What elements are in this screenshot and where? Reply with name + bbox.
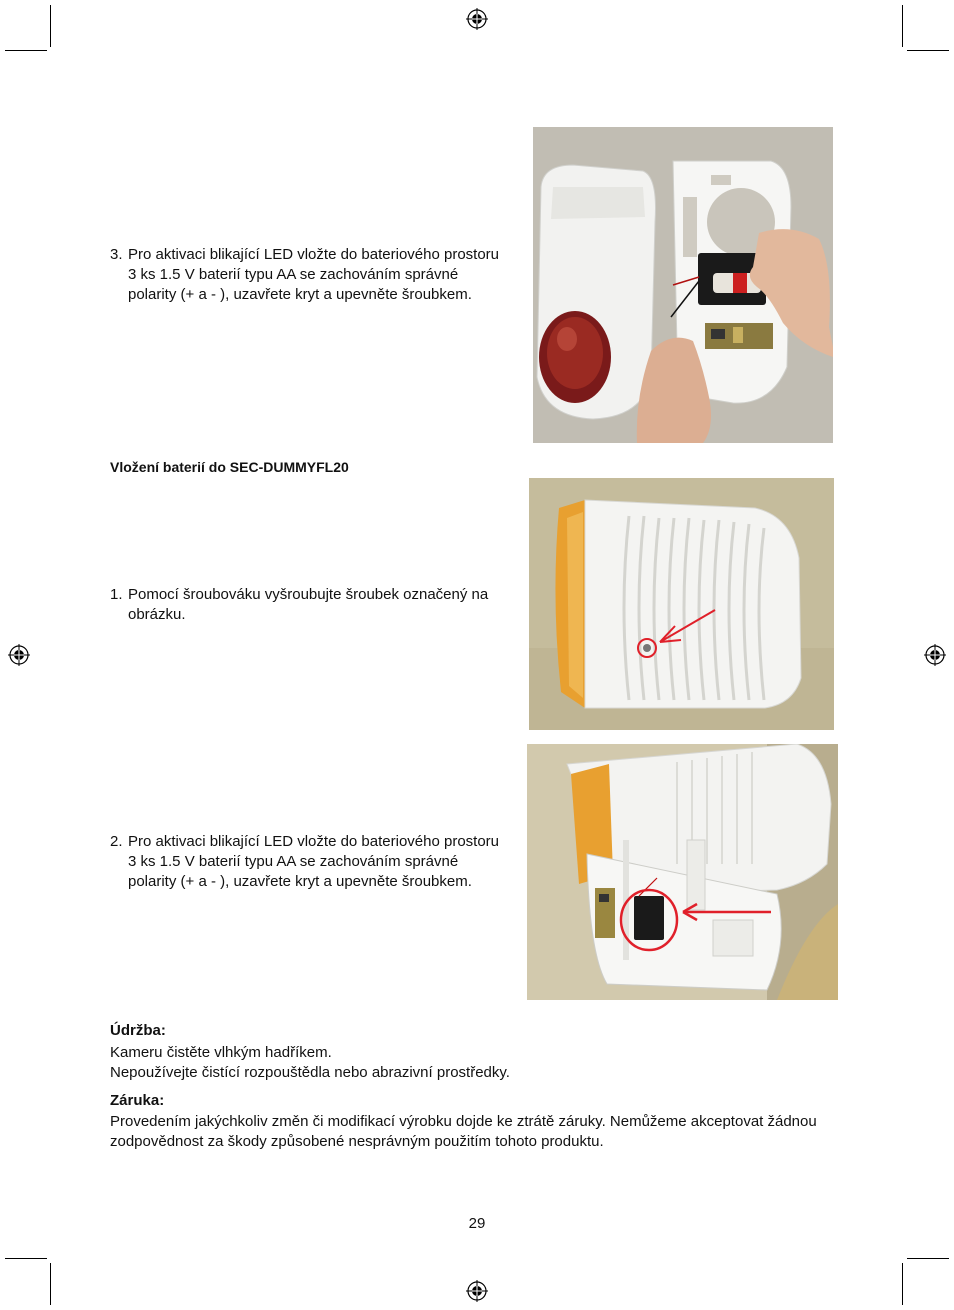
- photo-siren-open-battery: [527, 744, 838, 1000]
- warranty-text: Provedením jakýchkoliv změn či modifikací výrobku dojde ke ztrátě záruky. Nemůžeme akceptovat žádnou zodpovědnost za škody způsobené nesprávným použitím tohoto produktu.: [110, 1113, 817, 1150]
- step-number: 2.: [110, 833, 123, 850]
- crop-mark-icon: [5, 1258, 47, 1259]
- page-number: 29: [468, 1215, 486, 1232]
- maintenance-title: Údržba:: [110, 1022, 166, 1039]
- registration-mark-icon: [924, 644, 946, 666]
- registration-mark-icon: [466, 1280, 488, 1302]
- photo-siren-screw: [529, 478, 834, 730]
- step-text: Pro aktivaci blikající LED vložte do bateriového prostoru 3 ks 1.5 V baterií typu AA se zachováním správné polarity (+ a - ), uzavřete kryt a upevněte šroubkem.: [128, 246, 500, 303]
- step-number: 3.: [110, 246, 123, 263]
- maintenance-line: Kameru čistěte vlhkým hadříkem.: [110, 1044, 332, 1061]
- crop-mark-icon: [902, 1263, 903, 1305]
- crop-mark-icon: [907, 1258, 949, 1259]
- crop-mark-icon: [50, 1263, 51, 1305]
- step-number: 1.: [110, 586, 123, 603]
- step-item: [110, 832, 500, 892]
- step-text: Pomocí šroubováku vyšroubujte šroubek označený na obrázku.: [128, 586, 489, 623]
- maintenance-line: Nepoužívejte čistící rozpouštědla nebo abrazivní prostředky.: [110, 1064, 510, 1081]
- crop-mark-icon: [50, 5, 51, 47]
- crop-mark-icon: [907, 50, 949, 51]
- crop-mark-icon: [5, 50, 47, 51]
- registration-mark-icon: [8, 644, 30, 666]
- registration-mark-icon: [466, 8, 488, 30]
- photo-dome-siren-battery: [533, 127, 833, 443]
- crop-mark-icon: [902, 5, 903, 47]
- warranty-title: Záruka:: [110, 1092, 165, 1109]
- step-item: [110, 585, 500, 625]
- section-heading: Vložení baterií do SEC-DUMMYFL20: [110, 459, 349, 475]
- step-item: [110, 245, 500, 305]
- step-text: Pro aktivaci blikající LED vložte do bateriového prostoru 3 ks 1.5 V baterií typu AA se zachováním správné polarity (+ a - ), uzavřete kryt a upevněte šroubkem.: [128, 833, 500, 890]
